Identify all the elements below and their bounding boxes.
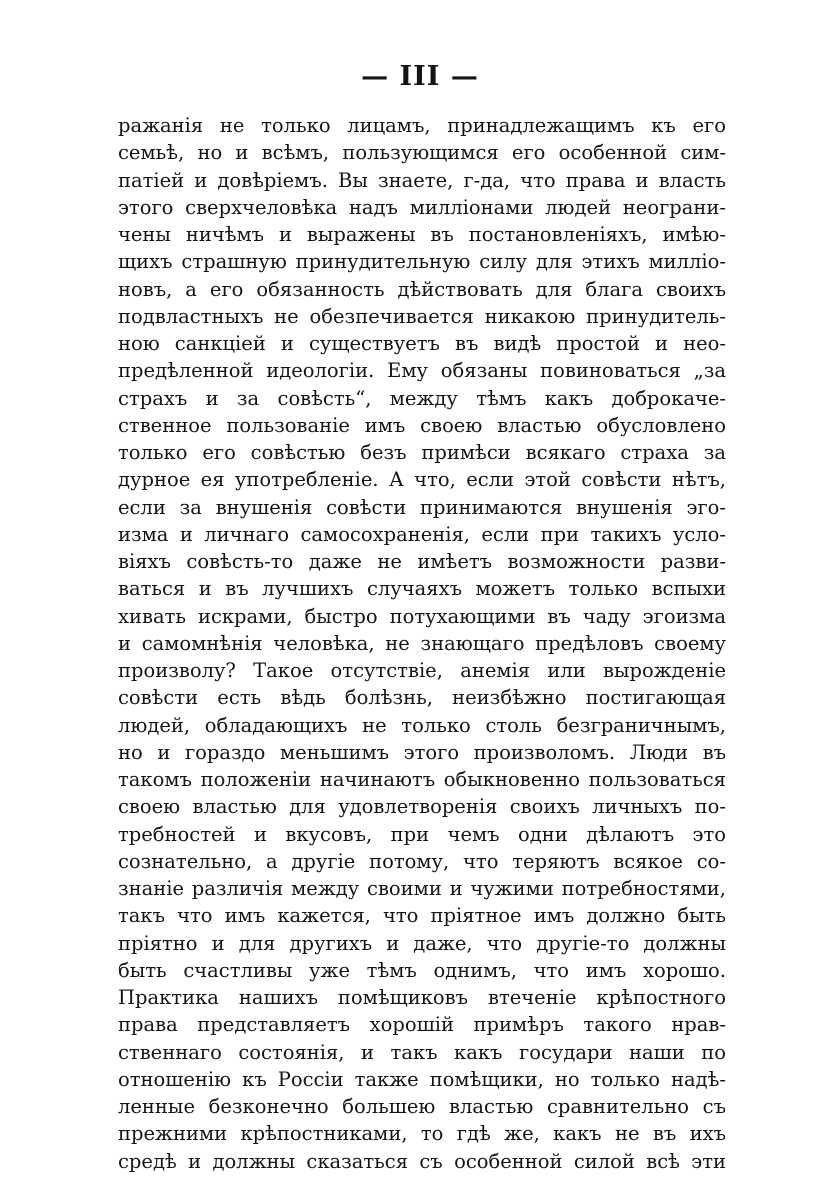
body-text xyxy=(118,112,726,1175)
text-line: своею властью для удовлетворенія своихъ личныхъ по- xyxy=(118,795,726,819)
text-line: этого сверхчеловѣка надъ милліонами людей неограни- xyxy=(118,195,726,219)
text-line: ленные безконечно большею властью сравнительно съ xyxy=(118,1095,726,1118)
text-line: ственное пользованіе имъ своею властью обусловлено xyxy=(118,413,726,437)
text-line: быть счастливы уже тѣмъ однимъ, что имъ хорошо. xyxy=(118,958,726,982)
text-line: знаніе различія между своими и чужими потребностями, xyxy=(118,877,726,900)
text-line: ственнаго состоянія, и такъ какъ государи наши по xyxy=(118,1040,726,1064)
text-line: произволу? Такое отсутствіе, анемія или вырожденіе xyxy=(118,659,726,682)
text-line: хивать искрами, быстро потухающими въ чаду эгоизма xyxy=(118,604,726,628)
text-line: такомъ положеніи начинаютъ обыкновенно пользоваться xyxy=(118,768,726,791)
text-line: семьѣ, но и всѣмъ, пользующимся его особенной сим- xyxy=(118,141,726,165)
text-line: средѣ и должны сказаться съ особенной силой всѣ эти xyxy=(118,1149,726,1173)
text-line: прежними крѣпостниками, то гдѣ же, какъ не въ ихъ xyxy=(118,1122,726,1146)
text-line: новъ, а его обязанность дѣйствовать для блага своихъ xyxy=(118,277,726,301)
text-line: сознательно, а другіе потому, что теряютъ всякое со- xyxy=(118,849,726,873)
text-line: требностей и вкусовъ, при чемъ одни дѣлаютъ это xyxy=(118,822,726,846)
text-line: віяхъ совѣсть-то даже не имѣетъ возможности разви- xyxy=(118,550,726,573)
text-line: ражанія не только лицамъ, принадлежащимъ къ его xyxy=(118,114,726,137)
text-line: чены ничѣмъ и выражены въ постановленіяхъ, имѣю- xyxy=(118,223,726,246)
text-line: такъ что имъ кажется, что пріятное имъ должно быть xyxy=(118,904,726,928)
text-line: изма и личнаго самосохраненія, если при такихъ усло- xyxy=(118,522,726,546)
text-line: только его совѣстью безъ примѣси всякаго страха за xyxy=(118,441,726,464)
text-line: но и гораздо меньшимъ этого произволомъ. Люди въ xyxy=(118,740,726,764)
text-line: предѣленной идеологіи. Ему обязаны повиноваться „за xyxy=(118,359,726,383)
text-line: если за внушенія совѣсти принимаются внушенія эго- xyxy=(118,495,726,519)
text-line: подвластныхъ не обезпечивается никакою принудитель- xyxy=(118,304,726,328)
text-line: патіей и довѣріемъ. Вы знаете, г-да, что права и власть xyxy=(118,168,726,192)
text-line: права представляетъ хорошій примѣръ такого нрав- xyxy=(118,1013,726,1037)
text-line: людей, обладающихъ не только столь безграничнымъ, xyxy=(118,713,726,737)
text-line: и самомнѣнія человѣка, не знающаго предѣловъ своему xyxy=(118,631,726,655)
text-line: совѣсти есть вѣдь болѣзнь, неизбѣжно постигающая xyxy=(118,686,726,710)
text-line: пріятно и для другихъ и даже, что другіе-то должны xyxy=(118,931,726,955)
text-line: дурное ея употребленіе. А что, если этой совѣсти нѣтъ, xyxy=(118,468,726,492)
text-line: Практика нашихъ помѣщиковъ втеченіе крѣпостного xyxy=(118,986,726,1009)
text-line: ною санкціей и существуетъ въ видѣ простой и нео- xyxy=(118,332,726,355)
text-line: страхъ и за совѣсть“, между тѣмъ какъ доброкаче- xyxy=(118,386,726,410)
text-line: отношенію къ Россіи также помѣщики, но только надѣ- xyxy=(118,1067,726,1091)
page-number: — III — xyxy=(361,61,479,92)
text-line: щихъ страшную принудительную силу для этихъ милліо- xyxy=(118,250,726,274)
text-line: ваться и въ лучшихъ случаяхъ можетъ только вспыхи xyxy=(118,577,726,601)
